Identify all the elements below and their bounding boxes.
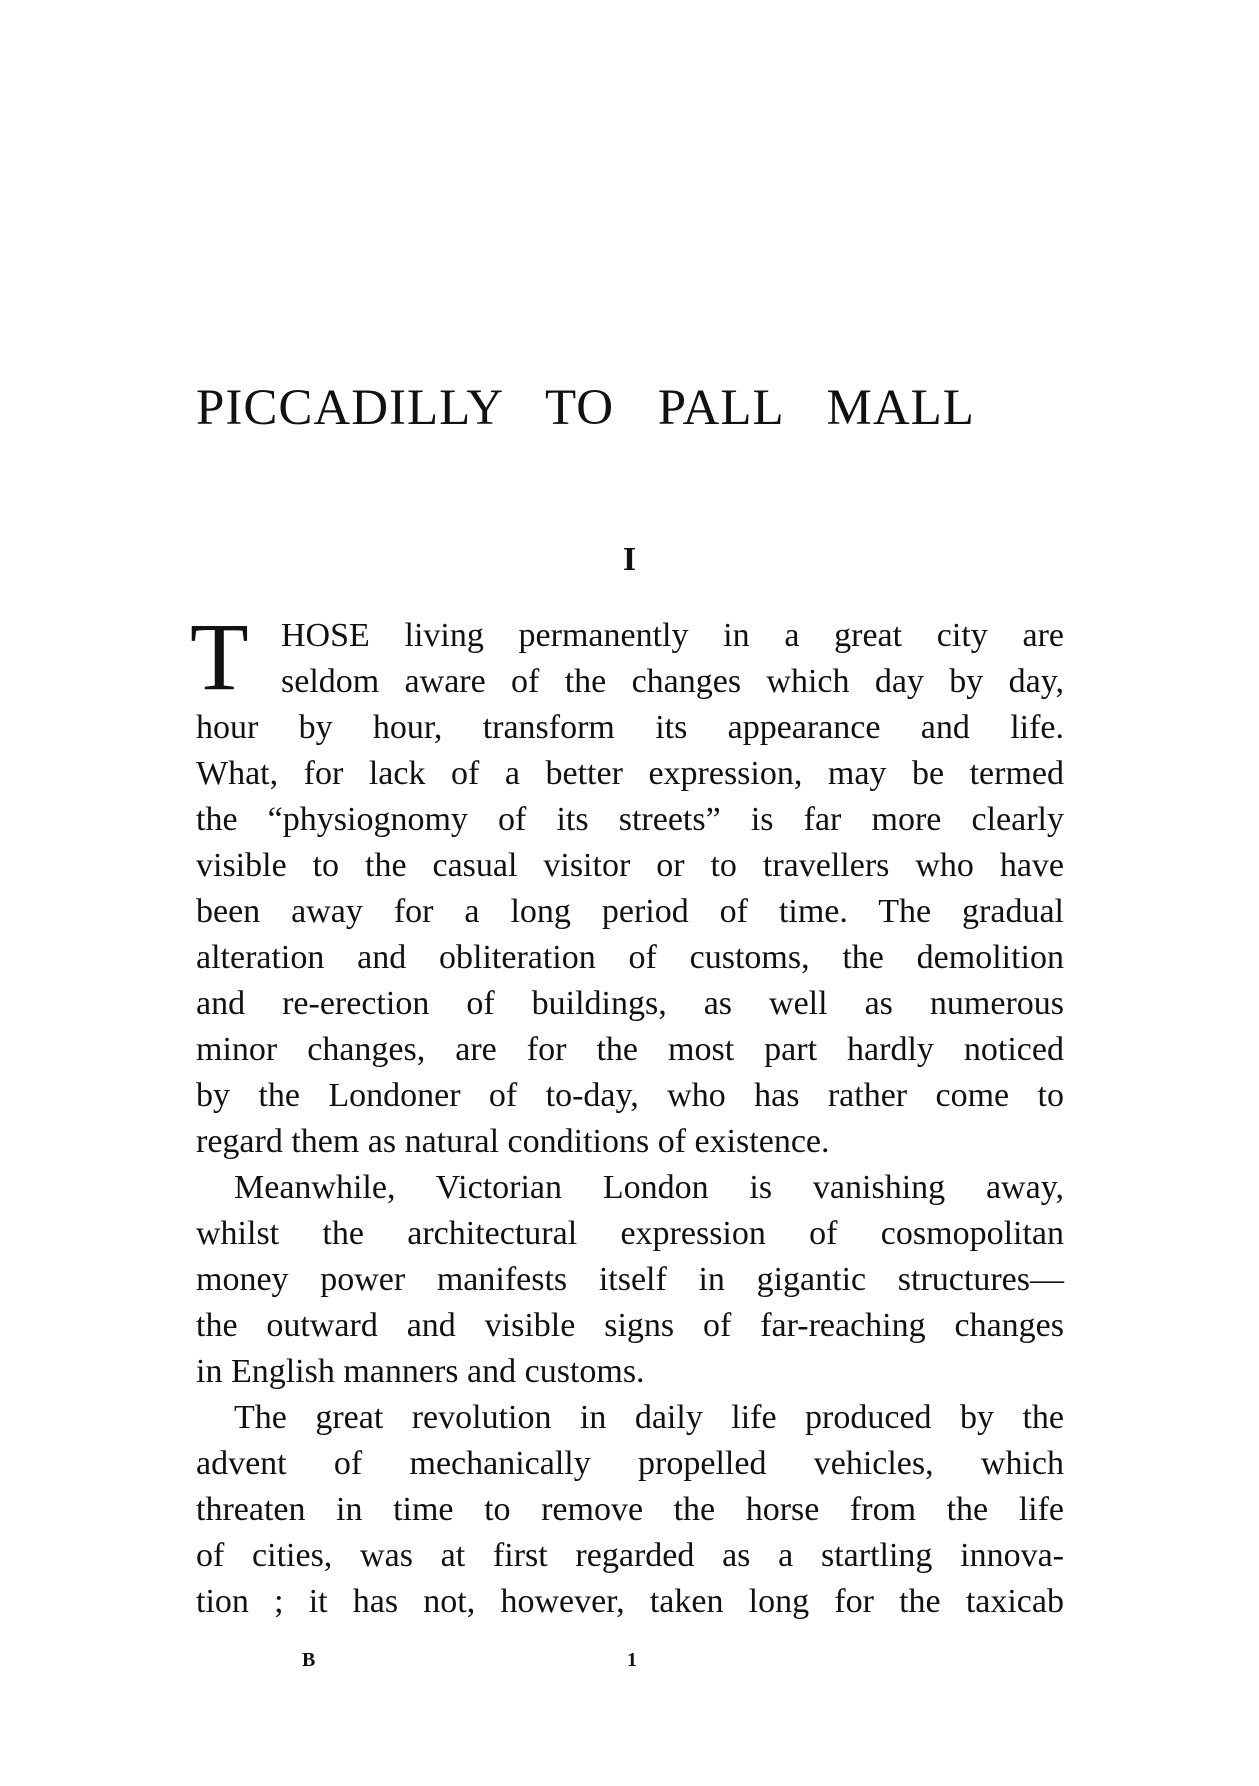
text-line: alteration and obliteration of customs, the demolition	[196, 939, 1064, 976]
text-line: threaten in time to remove the horse from the life	[196, 1491, 1064, 1528]
text-line: advent of mechanically propelled vehicles, which	[196, 1445, 1064, 1482]
text-line: seldom aware of the changes which day by day,	[281, 663, 1064, 700]
chapter-title: PICCADILLY TO PALL MALL	[196, 380, 975, 436]
text-line: visible to the casual visitor or to travellers who have	[196, 847, 1064, 884]
text-line: the “physiognomy of its streets” is far more clearly	[196, 801, 1064, 838]
text-line: by the Londoner of to-day, who has rather come to	[196, 1077, 1064, 1114]
text-line: regard them as natural conditions of existence.	[196, 1123, 830, 1160]
signature-mark: B	[302, 1649, 316, 1671]
text-line: of cities, was at first regarded as a startling innova-	[196, 1537, 1064, 1574]
text-line: and re-erection of buildings, as well as numerous	[196, 985, 1064, 1022]
text-line: money power manifests itself in gigantic structures—	[196, 1261, 1064, 1298]
drop-cap: T	[190, 603, 249, 710]
body-text	[190, 603, 1064, 1625]
text-line: whilst the architectural expression of cosmopolitan	[196, 1215, 1064, 1252]
text-line: HOSE living permanently in a great city are	[281, 617, 1064, 654]
chapter-number: I	[622, 541, 637, 578]
text-line: tion ; it has not, however, taken long for the taxicab	[196, 1583, 1064, 1620]
text-line: the outward and visible signs of far-reaching changes	[196, 1307, 1064, 1344]
text-line: been away for a long period of time. The gradual	[196, 893, 1064, 930]
text-line: hour by hour, transform its appearance and life.	[196, 709, 1064, 746]
text-line: Meanwhile, Victorian London is vanishing away,	[234, 1169, 1064, 1206]
text-line: in English manners and customs.	[196, 1353, 645, 1390]
page-number: 1	[627, 1649, 637, 1671]
text-line: minor changes, are for the most part hardly noticed	[196, 1031, 1064, 1068]
text-line: The great revolution in daily life produced by the	[234, 1399, 1064, 1436]
text-line: What, for lack of a better expression, may be termed	[196, 755, 1064, 792]
